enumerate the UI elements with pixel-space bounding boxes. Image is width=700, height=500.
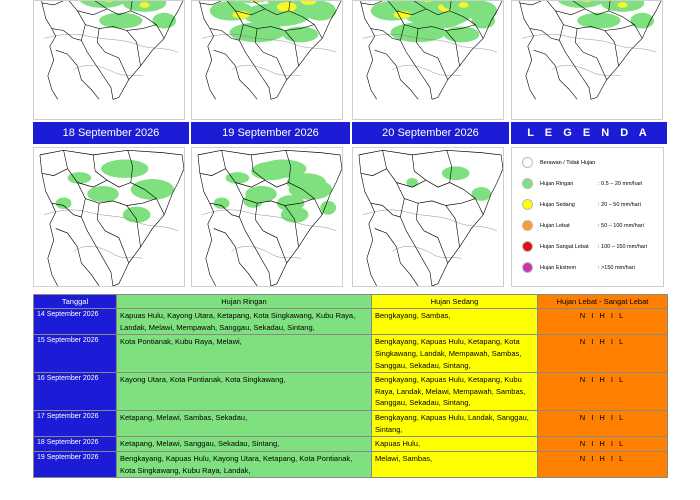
forecast-map-20-sep	[352, 147, 504, 287]
forecast-map-19-sep	[191, 147, 343, 287]
forecast-map-17-sep	[511, 0, 663, 120]
cell-heavy: N I H I L	[538, 451, 668, 477]
cell-date: 16 September 2026	[34, 373, 117, 411]
legend-swatch	[522, 220, 533, 231]
header-medium-rain: Hujan Sedang	[372, 295, 538, 309]
forecast-map-14-sep	[33, 0, 185, 120]
legend-title: L E G E N D A	[511, 122, 667, 144]
cell-heavy: N I H I L	[538, 309, 668, 335]
legend-swatch	[522, 178, 533, 189]
cell-medium: Bengkayang, Sambas,	[372, 309, 538, 335]
table-row	[34, 335, 668, 373]
cell-heavy: N I H I L	[538, 335, 668, 373]
table-row	[34, 437, 668, 452]
cell-light: Bengkayang, Kapuas Hulu, Kayong Utara, Ketapang, Kota Pontianak, Kota Singkawang, Kubu Raya, Landak,	[117, 451, 372, 477]
date-label-18-sep: 18 September 2026	[33, 122, 189, 144]
cell-light: Ketapang, Melawi, Sambas, Sekadau,	[117, 411, 372, 437]
legend-panel	[511, 147, 664, 287]
forecast-map-18-sep	[33, 147, 185, 287]
cell-medium: Kapuas Hulu,	[372, 437, 538, 452]
cell-date: 17 September 2026	[34, 411, 117, 437]
header-date: Tanggal	[34, 295, 117, 309]
legend-item-light: Hujan Ringan : 0.5 – 20 mm/hari	[518, 177, 663, 191]
cell-medium: Bengkayang, Kapuas Hulu, Ketapang, Kota Singkawang, Landak, Mempawah, Sambas, Sanggau, Sekadau, Sintang,	[372, 335, 538, 373]
cell-light: Kayong Utara, Kota Pontianak, Kota Singkawang,	[117, 373, 372, 411]
header-heavy-rain: Hujan Lebat - Sangat Lebat	[538, 295, 668, 309]
header-light-rain: Hujan Ringan	[117, 295, 372, 309]
forecast-map-15-sep	[191, 0, 343, 120]
forecast-map-16-sep	[352, 0, 504, 120]
table-row	[34, 411, 668, 437]
cell-medium: Bengkayang, Kapuas Hulu, Ketapang, Kubu Raya, Landak, Melawi, Mempawah, Sambas, Sanggau, Sekadau, Sintang,	[372, 373, 538, 411]
rainfall-map	[192, 148, 342, 286]
legend-swatch	[522, 199, 533, 210]
legend-item-medium: Hujan Sedang : 20 – 50 mm/hari	[518, 198, 663, 212]
rainfall-map	[353, 148, 503, 286]
rainfall-forecast-table	[33, 294, 668, 478]
cell-date: 15 September 2026	[34, 335, 117, 373]
table-row	[34, 309, 668, 335]
cell-medium: Bengkayang, Kapuas Hulu, Landak, Sanggau, Sintang,	[372, 411, 538, 437]
cell-date: 14 September 2026	[34, 309, 117, 335]
rainfall-map	[34, 148, 184, 286]
legend-item-extreme: Hujan Ekstrem : >150 mm/hari	[518, 261, 663, 275]
cell-light: Ketapang, Melawi, Sanggau, Sekadau, Sintang,	[117, 437, 372, 452]
table-header-row	[34, 295, 668, 309]
cell-heavy: N I H I L	[538, 437, 668, 452]
cell-light: Kapuas Hulu, Kayong Utara, Ketapang, Kota Singkawang, Kubu Raya, Landak, Melawi, Mempawah, Sanggau, Sekadau, Sintang,	[117, 309, 372, 335]
date-label-19-sep: 19 September 2026	[191, 122, 350, 144]
rainfall-map	[34, 1, 184, 119]
rainfall-map	[192, 1, 342, 119]
date-label-20-sep: 20 September 2026	[352, 122, 509, 144]
legend-swatch	[522, 157, 533, 168]
legend-swatch	[522, 241, 533, 252]
cell-medium: Melawi, Sambas,	[372, 451, 538, 477]
legend-item-no-rain: Berawan / Tidak Hujan	[518, 156, 663, 170]
cell-heavy: N I H I L	[538, 373, 668, 411]
cell-heavy: N I H I L	[538, 411, 668, 437]
table-row	[34, 373, 668, 411]
legend-item-very-heavy: Hujan Sangat Lebat : 100 – 150 mm/hari	[518, 240, 663, 254]
table-row	[34, 451, 668, 477]
rainfall-map	[353, 1, 503, 119]
legend-swatch	[522, 262, 533, 273]
rainfall-map	[512, 1, 662, 119]
legend-item-heavy: Hujan Lebat : 50 – 100 mm/hari	[518, 219, 663, 233]
cell-date: 18 September 2026	[34, 437, 117, 452]
cell-date: 19 September 2026	[34, 451, 117, 477]
cell-light: Kota Pontianak, Kubu Raya, Melawi,	[117, 335, 372, 373]
